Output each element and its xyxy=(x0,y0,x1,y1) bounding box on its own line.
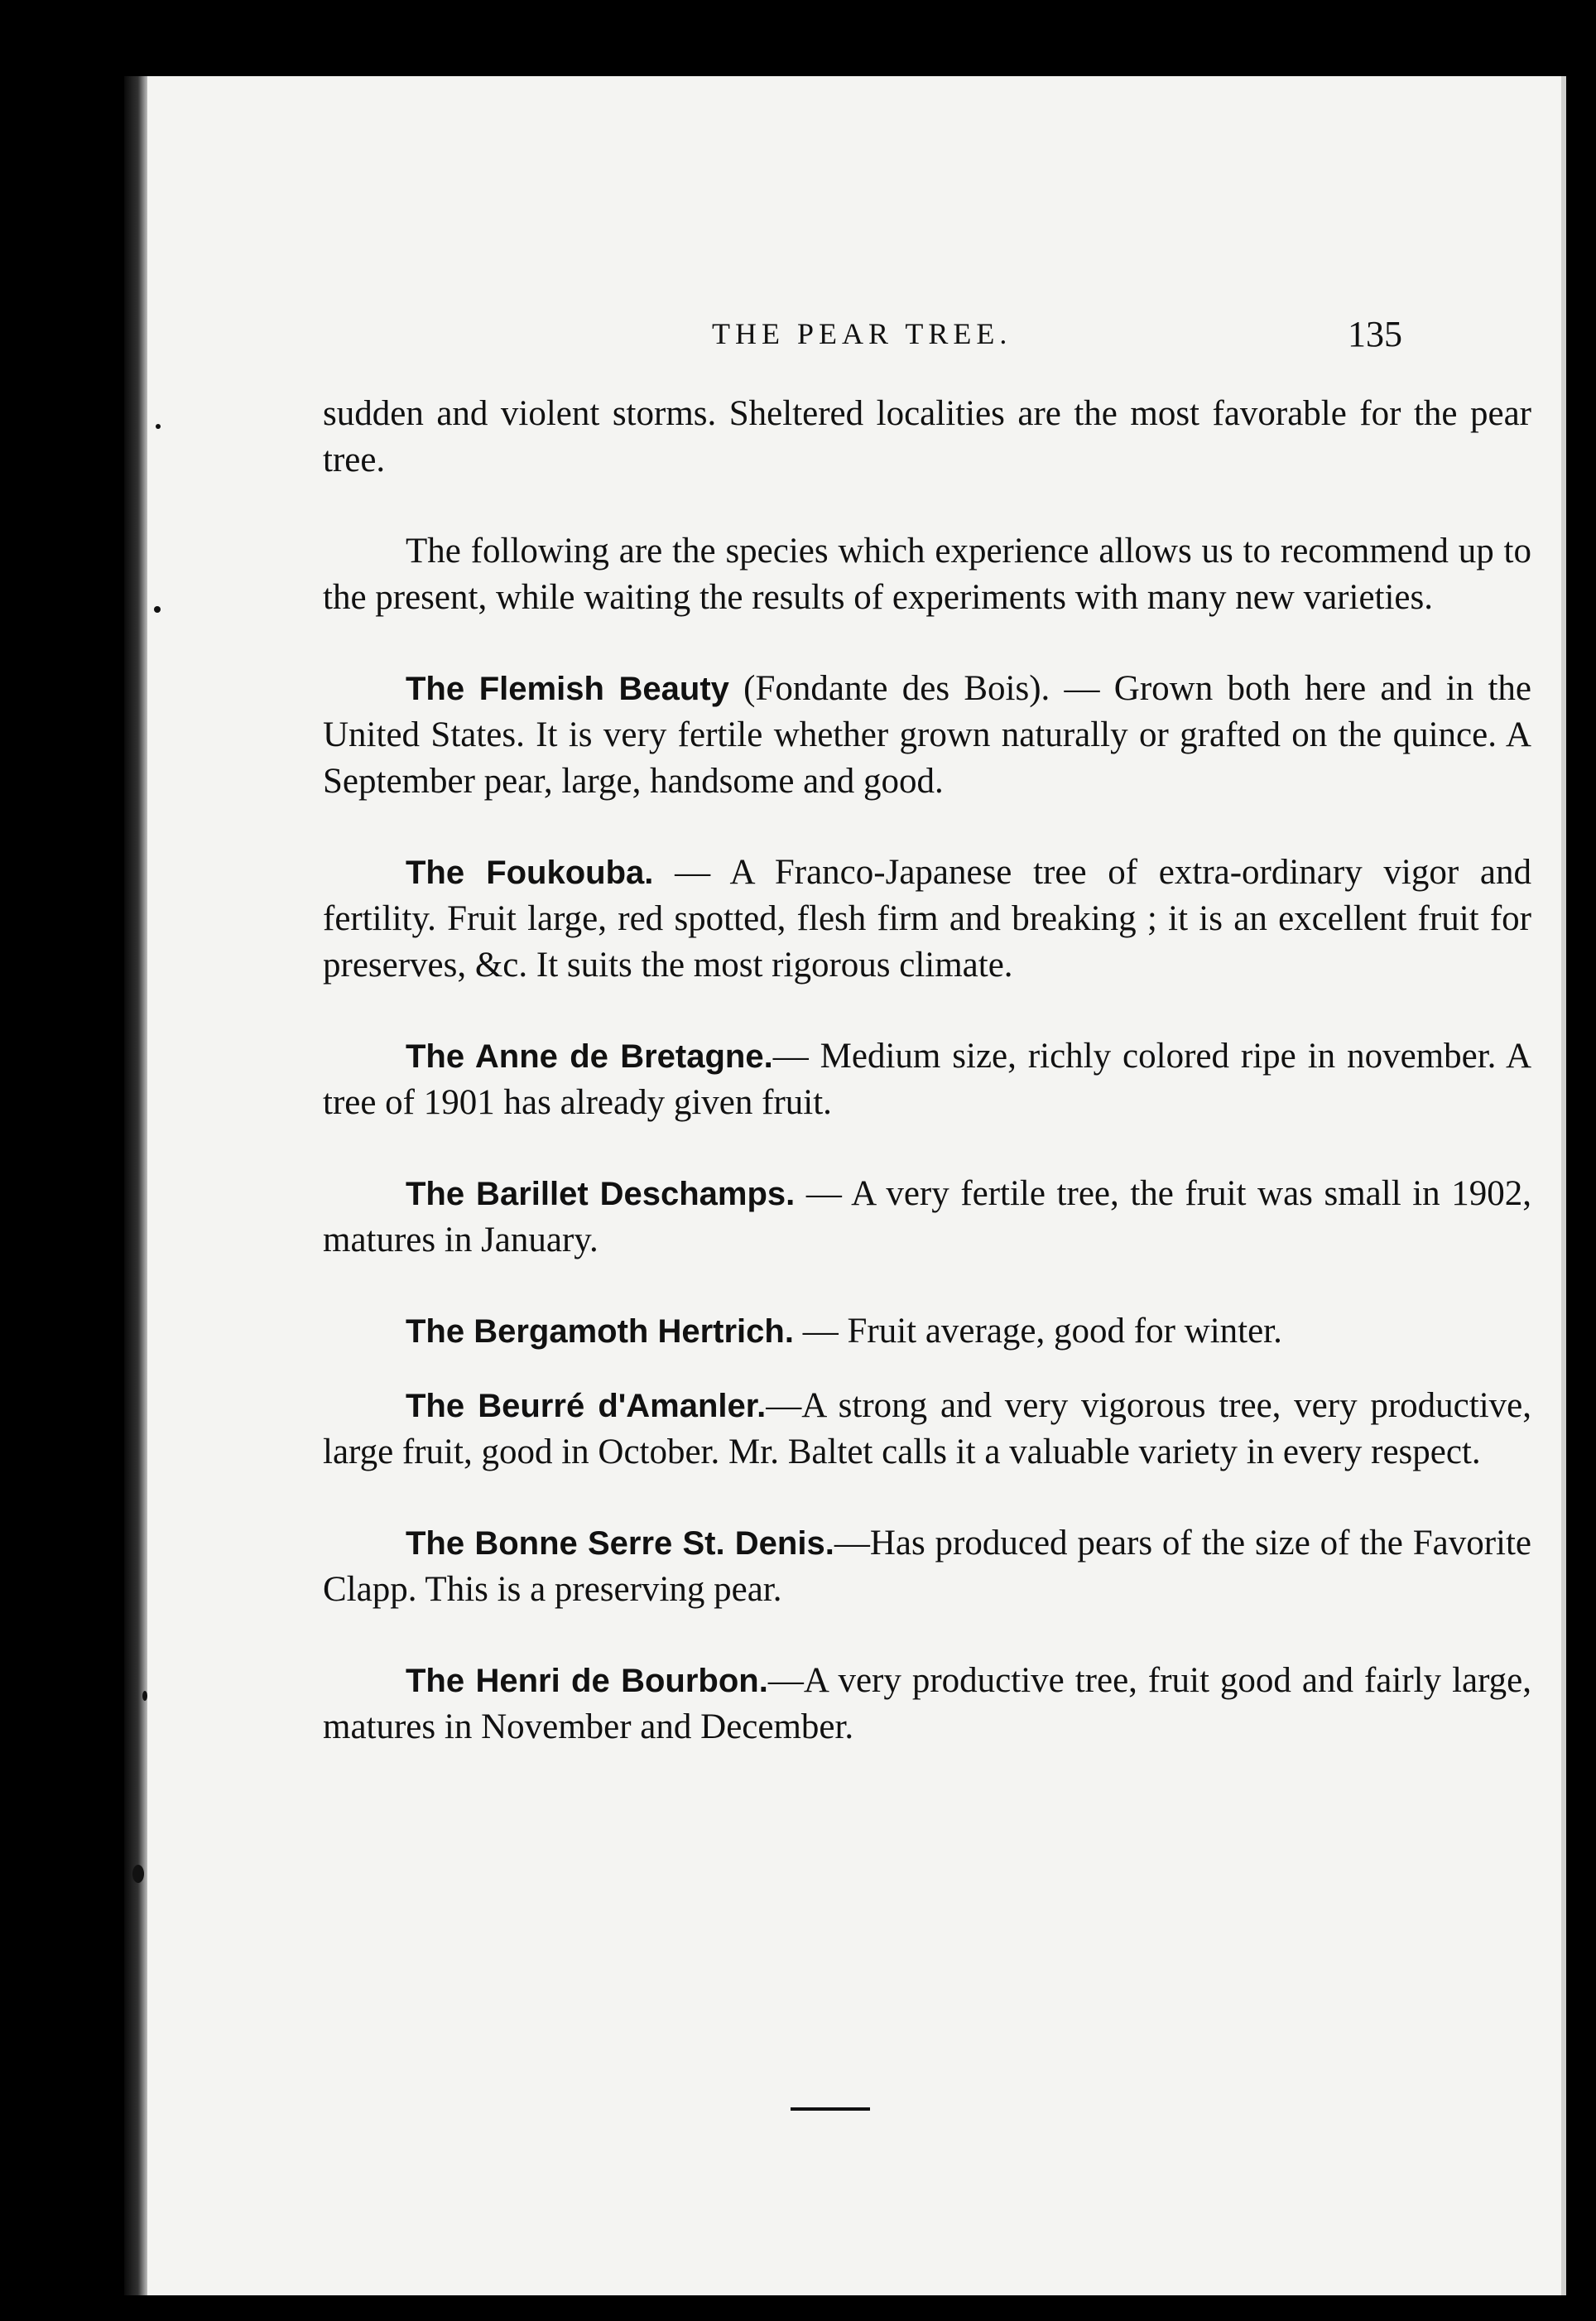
entry-name: The Anne de Bretagne. xyxy=(406,1038,773,1075)
pear-entry xyxy=(323,1033,1531,1126)
margin-speck xyxy=(142,1691,147,1701)
entry-description: — Fruit average, good for winter. xyxy=(793,1312,1282,1351)
entry-description: (Fondante des Bois). — Grown both here and in the United States. It is very fertile whether grown naturally or grafted on the quince. A September pear, large, handsome and good. xyxy=(323,669,1531,801)
page-spine-shadow xyxy=(124,76,147,2295)
entry-name: The Beurré d'Amanler. xyxy=(406,1388,767,1424)
entry-description: — Medium size, richly colored ripe in november. A tree of 1901 has already given fruit. xyxy=(323,1037,1532,1122)
book-page xyxy=(124,76,1566,2295)
pear-entry xyxy=(323,1658,1531,1750)
margin-speck xyxy=(156,424,161,429)
entry-description: — A Franco-Japanese tree of extra-ordinary vigor and fertility. Fruit large, red spotted, flesh firm and breaking ; it is an excellent fruit for preserves, &c. It suits the most rigorous climate. xyxy=(323,853,1531,985)
page-right-edge xyxy=(1561,76,1566,2295)
entry-name: The Henri de Bourbon. xyxy=(406,1663,768,1699)
entry-description: — A very fertile tree, the fruit was small in 1902, matures in January. xyxy=(323,1174,1532,1259)
entry-name: The Flemish Beauty xyxy=(406,671,729,707)
entry-name: The Foukouba. xyxy=(406,855,654,891)
paragraph-continuation: sudden and violent storms. Sheltered localities are the most favorable for the pear tree. xyxy=(323,394,1531,479)
margin-speck xyxy=(132,1865,144,1883)
pear-entry xyxy=(323,1383,1531,1476)
running-title: THE PEAR TREE. xyxy=(712,317,1012,350)
page-header xyxy=(124,316,1566,358)
closing-rule xyxy=(791,2107,870,2111)
entry-name: The Barillet Deschamps. xyxy=(406,1176,796,1212)
entry-description: —A strong and very vigorous tree, very productive, large fruit, good in October. Mr. Baltet calls it a valuable variety in every respect. xyxy=(323,1386,1531,1471)
page-body xyxy=(323,391,1531,1795)
page-number: 135 xyxy=(1348,314,1402,354)
margin-speck xyxy=(154,606,161,613)
entry-description: —A very productive tree, fruit good and fairly large, matures in November and December. xyxy=(323,1661,1531,1746)
entry-description: —Has produced pears of the size of the Favorite Clapp. This is a preserving pear. xyxy=(323,1524,1531,1609)
paragraph-intro: The following are the species which experience allows us to recommend up to the present, while waiting the results of experiments with many new varieties. xyxy=(323,532,1531,617)
pear-entry xyxy=(323,1171,1531,1264)
pear-entry xyxy=(323,850,1531,989)
pear-entry xyxy=(323,1520,1531,1613)
pear-entry xyxy=(323,1308,1531,1355)
entry-name: The Bergamoth Hertrich. xyxy=(406,1313,794,1350)
pear-entry xyxy=(323,666,1531,805)
entry-name: The Bonne Serre St. Denis. xyxy=(406,1525,834,1562)
